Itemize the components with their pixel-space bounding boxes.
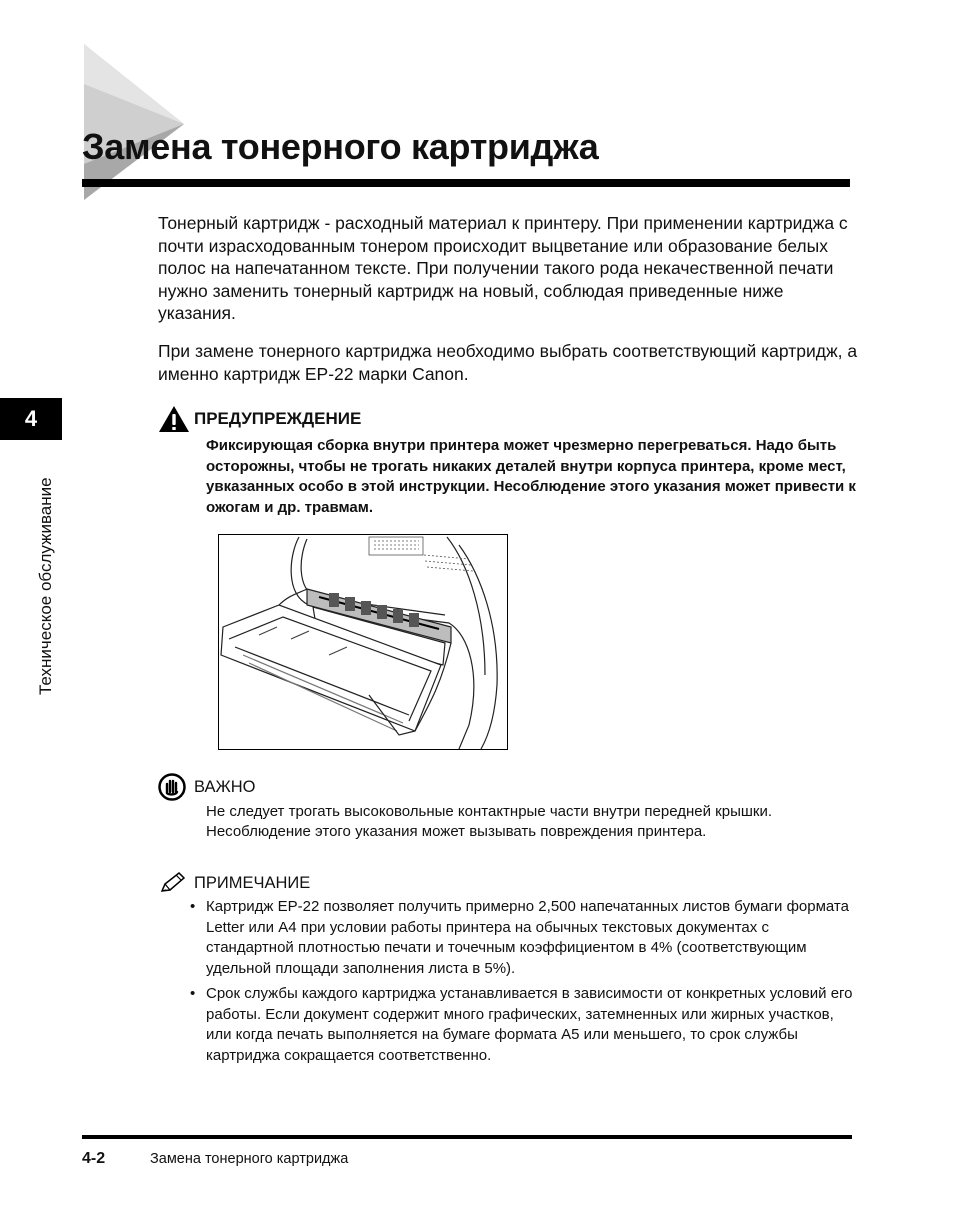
important-heading: [158, 773, 255, 801]
printer-illustration: [218, 534, 508, 750]
hand-stop-icon: [158, 773, 186, 801]
pencil-icon: [158, 871, 186, 895]
important-text: Не следует трогать высоковольные контактнрые части внутри передней крышки. Несоблюдение этого указания может вызывать повреждения принтера.: [206, 803, 773, 840]
chapter-tab: 4: [0, 398, 62, 440]
page-title: Замена тонерного картриджа: [82, 126, 599, 167]
page-number: 4-2: [82, 1150, 106, 1167]
warning-triangle-icon: [158, 405, 190, 433]
footer-rule: [82, 1135, 852, 1139]
note-item: • Срок службы каждого картриджа устанавливается в зависимости от конкретных условий его работы. Если документ содержит много графических, затемненных или жирных участков, или когда печать выполняется на бумаге формата A5 или меньшего, то срок службы картриджа сокращается соответственно.: [190, 984, 860, 1067]
note-list: [190, 897, 860, 1071]
note-heading: [158, 870, 310, 896]
important-label: ВАЖНО: [194, 777, 256, 796]
warning-label: ПРЕДУПРЕЖДЕНИЕ: [194, 409, 362, 428]
warning-heading: [158, 405, 361, 433]
note-label: ПРИМЕЧАНИЕ: [194, 873, 311, 892]
warning-text: Фиксирующая сборка внутри принтера может чрезмерно перегреваться. Надо быть осторожны, чтобы не трогать никаких деталей внутри корпуса принтера, кроме мест, увказанных особо в этой инструкции. Несоблюдение этого указания может привести к ожогам и др. травмам.: [206, 437, 856, 517]
title-rule: [82, 179, 850, 187]
footer-title: Замена тонерного картриджа: [150, 1151, 349, 1167]
chapter-label: Техническое обслуживание: [36, 477, 55, 695]
intro-paragraph-2: При замене тонерного картриджа необходимо выбрать соответствующий картридж, а именно картридж EP-22 марки Canon.: [158, 341, 858, 384]
note-item: • Картридж EP-22 позволяет получить примерно 2,500 напечатанных листов бумаги формата Letter или A4 при условии работы принтера на обычных текстовых документах с стандартной плотностью печати и точечным коэффициентом в 4% (соответствующим удельной площади заполнения листа в 5%).: [190, 897, 860, 980]
intro-paragraph-1: Тонерный картридж - расходный материал к принтеру. При применении картриджа с почти израсходованным тонером происходит выцветание или образование белых полос на напечатанном тексте. При получении такого рода некачественной печати нужно заменить тонерный картридж на новый, соблюдая приведенные ниже указания.: [158, 213, 848, 323]
header-triangle-decoration: [84, 44, 194, 200]
